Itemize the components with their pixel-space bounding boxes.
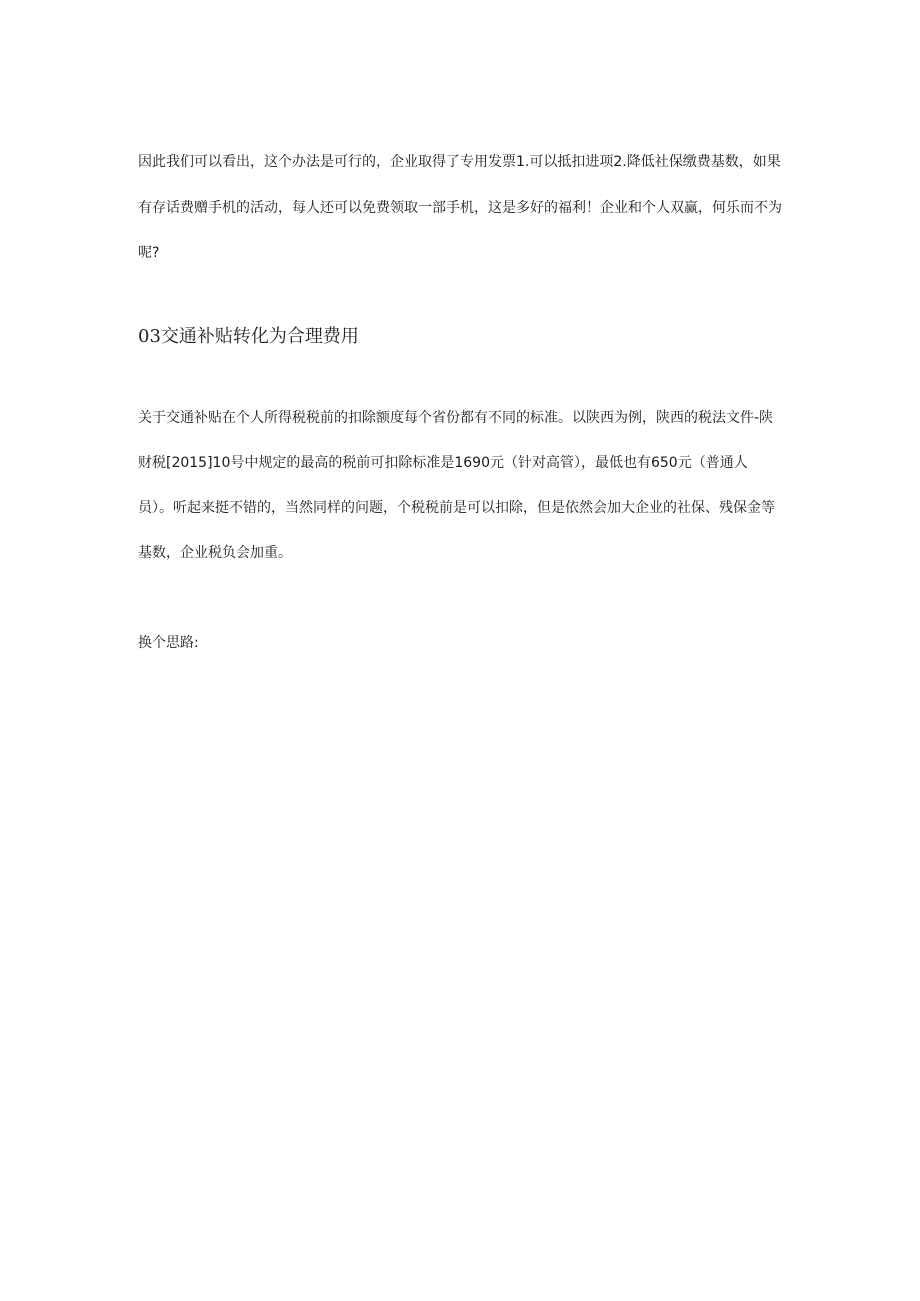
paragraph-2-line-4: 基数，企业税负会加重。 (138, 545, 292, 561)
paragraph-3: 换个思路: (138, 635, 199, 651)
paragraph-2-line-1: 关于交通补贴在个人所得税税前的扣除额度每个省份都有不同的标准。以陕西为例，陕西的税法文件-陕 (138, 410, 774, 426)
paragraph-1-line-1: 因此我们可以看出，这个办法是可行的，企业取得了专用发票1.可以抵扣进项2.降低社保缴费基数，如果 (138, 154, 781, 170)
section-heading: 03交通补贴转化为合理费用 (138, 326, 359, 347)
paragraph-1-line-2: 有存话费赠手机的活动，每人还可以免费领取一部手机，这是多好的福利！企业和个人双赢，何乐而不为 (138, 200, 782, 216)
paragraph-2-line-3: 员）。听起来挺不错的，当然同样的问题，个税税前是可以扣除，但是依然会加大企业的社保、残保金等 (138, 500, 775, 516)
paragraph-2-line-2: 财税[2015]10号中规定的最高的税前可扣除标准是1690元（针对高管），最低也有650元（普通人 (138, 455, 748, 471)
paragraph-1-line-3: 呢? (138, 245, 160, 261)
